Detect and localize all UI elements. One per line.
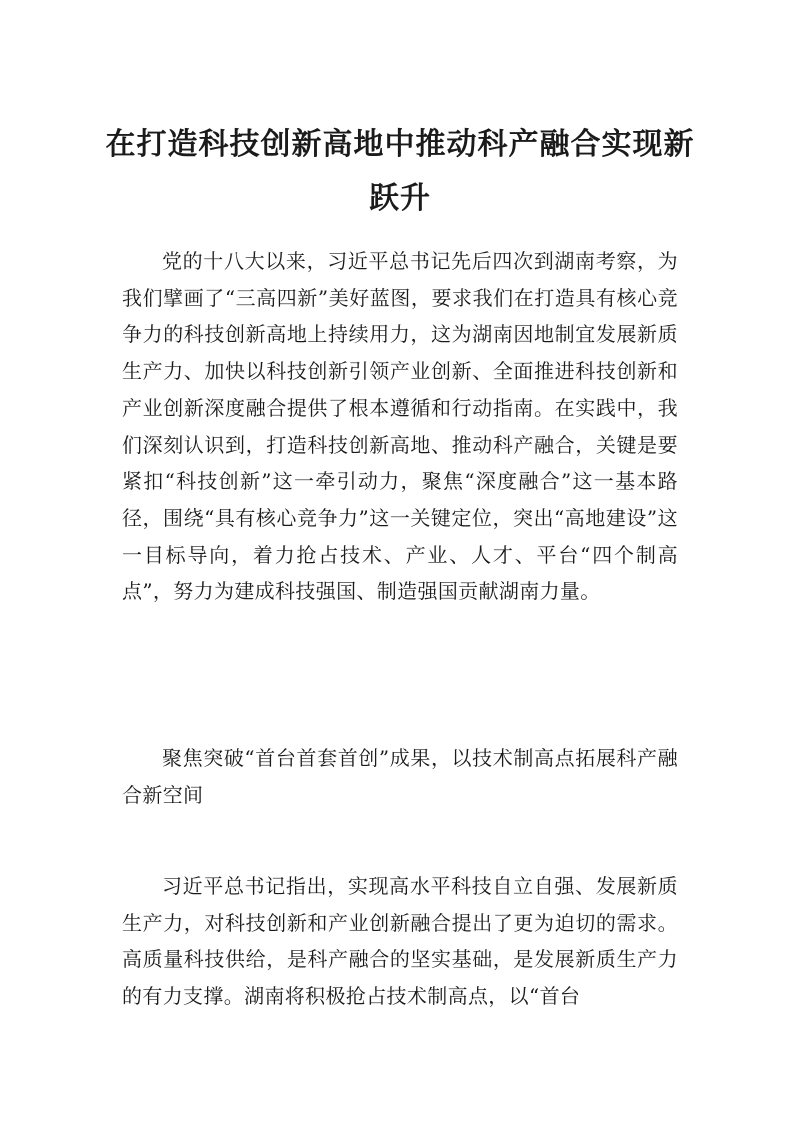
body-paragraph-intro: 党的十八大以来，习近平总书记先后四次到湖南考察，为我们擘画了“三高四新”美好蓝图，要求我们在打造具有核心竞争力的科技创新高地上持续用力，这为湖南因地制宜发展新质生产力、加快以科技创新引领产业创新、全面推进科技创新和产业创新深度融合提供了根本遵循和行动指南。在实践中，我们深刻认识到，打造科技创新高地、推动科产融合，关键是要紧扣“科技创新”这一牵引动力，聚焦“深度融合”这一基本路径，围绕“具有核心竞争力”这一关键定位，突出“高地建设”这一目标导向，着力抢占技术、产业、人才、平台“四个制高点”，努力为建成科技强国、制造强国贡献湖南力量。 (122, 249, 678, 604)
section-heading: 聚焦突破“首台首套首创”成果，以技术制高点拓展科产融合新空间 (122, 746, 678, 807)
document-title: 在打造科技创新高地中推动科产融合实现新跃升 (105, 127, 695, 216)
body-paragraph-section-one: 习近平总书记指出，实现高水平科技自立自强、发展新质生产力，对科技创新和产业创新融合提出了更为迫切的需求。高质量科技供给，是科产融合的坚实基础，是发展新质生产力的有力支撑。湖南将积极抢占技术制高点，以“首台 (122, 874, 678, 1009)
